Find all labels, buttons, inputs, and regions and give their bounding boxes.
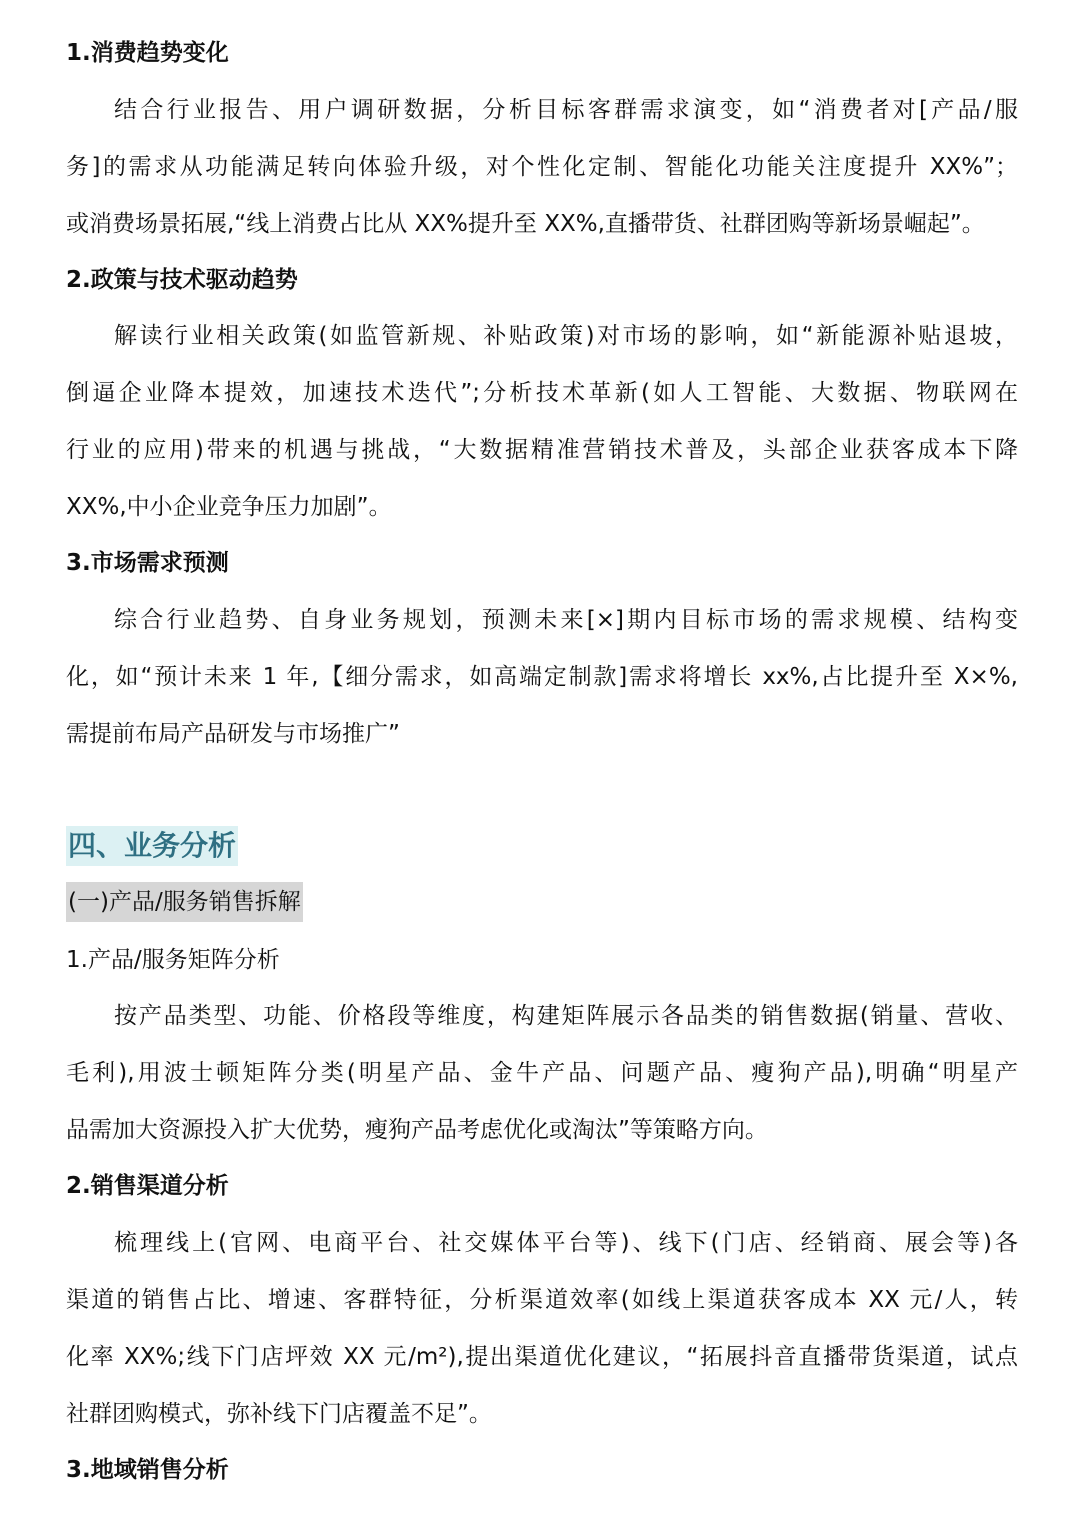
heading-regional-sales: 3.地域销售分析: [66, 1457, 229, 1483]
paragraph-line: 化，如“预计未来 1 年,【细分需求，如高端定制款]需求将增长 xx%,占比提升至 X×%,: [66, 664, 1018, 690]
paragraph-line: 行业的应用)带来的机遇与挑战，“大数据精准营销技术普及，头部企业获客成本下降: [66, 437, 1018, 463]
paragraph-line: 解读行业相关政策(如监管新规、补贴政策)对市场的影响，如“新能源补贴退坡，: [114, 323, 1018, 349]
paragraph-line: 按产品类型、功能、价格段等维度，构建矩阵展示各品类的销售数据(销量、营收、: [114, 1003, 1018, 1029]
heading-consumption-trend: 1.消费趋势变化: [66, 40, 229, 66]
heading-product-matrix: 1.产品/服务矩阵分析: [66, 947, 280, 973]
paragraph-line: 倒逼企业降本提效，加速技术迭代”;分析技术革新(如人工智能、大数据、物联网在: [66, 380, 1018, 406]
paragraph-line: 务]的需求从功能满足转向体验升级，对个性化定制、智能化功能关注度提升 XX%”；: [66, 154, 1018, 180]
paragraph-line: XX%,中小企业竞争压力加剧”。: [66, 494, 392, 520]
paragraph-line: 或消费场景拓展,“线上消费占比从 XX%提升至 XX%,直播带货、社群团购等新场景崛起”。: [66, 211, 985, 237]
paragraph-line: 综合行业趋势、自身业务规划，预测未来[×]期内目标市场的需求规模、结构变: [114, 607, 1018, 633]
paragraph-line: 渠道的销售占比、增速、客群特征，分析渠道效率(如线上渠道获客成本 XX 元/人，转: [66, 1287, 1018, 1313]
heading-demand-forecast: 3.市场需求预测: [66, 550, 229, 576]
section-title-business-analysis: 四、业务分析: [66, 826, 238, 866]
paragraph-line: 需提前布局产品研发与市场推广”: [66, 721, 400, 747]
paragraph-line: 社群团购模式，弥补线下门店覆盖不足”。: [66, 1401, 492, 1427]
paragraph-line: 毛利),用波士顿矩阵分类(明星产品、金牛产品、问题产品、瘦狗产品),明确“明星产: [66, 1060, 1018, 1086]
paragraph-line: 化率 XX%;线下门店坪效 XX 元/m²),提出渠道优化建议，“拓展抖音直播带货渠道，试点: [66, 1344, 1018, 1370]
subsection-title-product-sales: (一)产品/服务销售拆解: [66, 882, 303, 922]
paragraph-line: 品需加大资源投入扩大优势，瘦狗产品考虑优化或淘汰”等策略方向。: [66, 1117, 768, 1143]
paragraph-line: 梳理线上(官网、电商平台、社交媒体平台等)、线下(门店、经销商、展会等)各: [114, 1230, 1018, 1256]
paragraph-line: 结合行业报告、用户调研数据，分析目标客群需求演变，如“消费者对[产品/服: [114, 97, 1018, 123]
heading-policy-tech-trend: 2.政策与技术驱动趋势: [66, 267, 298, 293]
heading-sales-channel: 2.销售渠道分析: [66, 1173, 229, 1199]
